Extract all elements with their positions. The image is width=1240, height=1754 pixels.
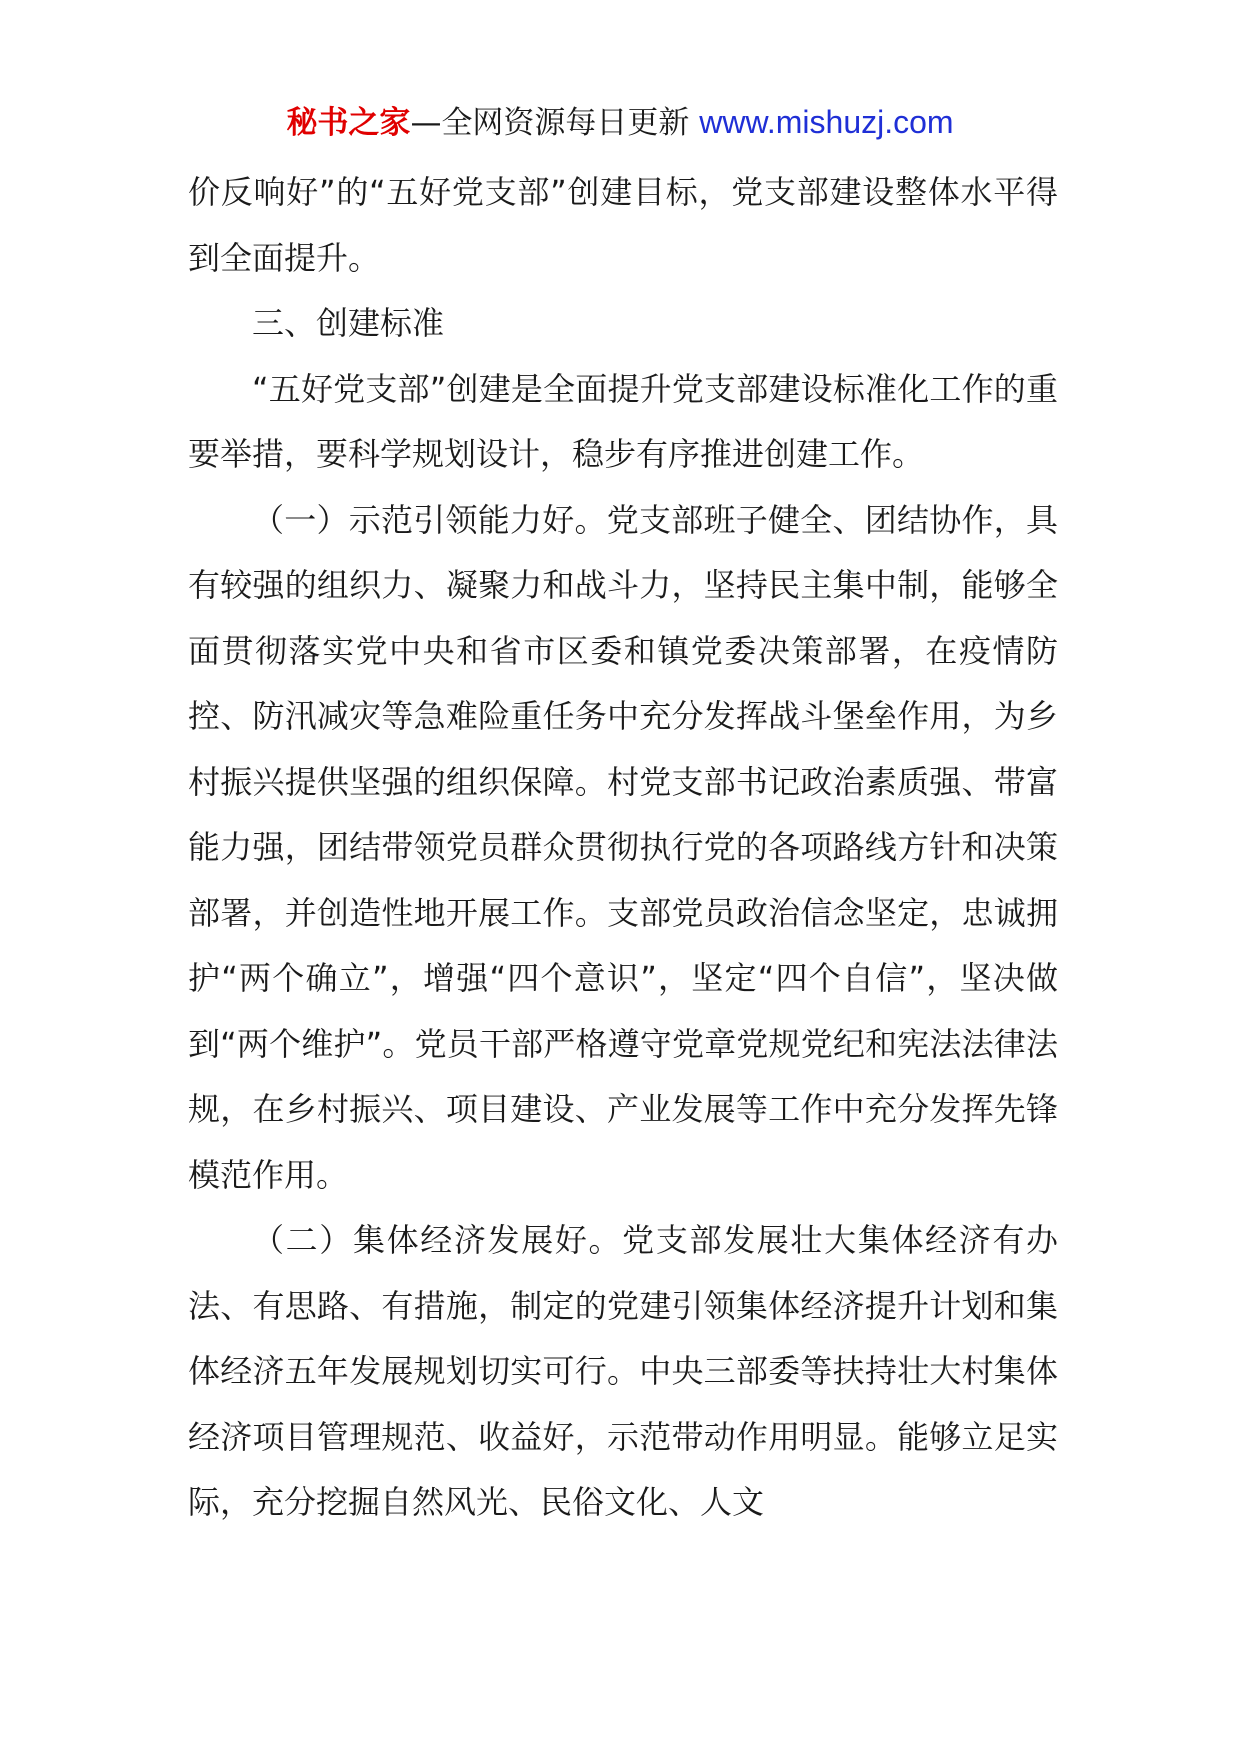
paragraph-intro: “五好党支部”创建是全面提升党支部建设标准化工作的重要举措，要科学规划设计，稳步有序推进创建工作。 xyxy=(188,369,1058,473)
website-link[interactable]: www.mishuzj.com xyxy=(699,104,954,140)
header-slogan: —全网资源每日更新 xyxy=(410,105,700,141)
paragraph-item-1: （一）示范引领能力好。党支部班子健全、团结协作，具有较强的组织力、凝聚力和战斗力，坚持民主集中制，能够全面贯彻落实党中央和省市区委和镇党委决策部署，在疫情防控、防汛减灾等急难险重任务中充分发挥战斗堡垒作用，为乡村振兴提供坚强的组织保障。村党支部书记政治素质强、带富能力强，团结带领党员群众贯彻执行党的各项路线方针和决策部署，并创造性地开展工作。支部党员政治信念坚定，忠诚拥护“两个确立”，增强“四个意识”，坚定“四个自信”，坚决做到“两个维护”。党员干部严格遵守党章党规党纪和宪法法律法规，在乡村振兴、项目建设、产业发展等工作中充分发挥先锋模范作用。 xyxy=(188,500,1058,1194)
paragraph-continuation: 价反响好”的“五好党支部”创建目标，党支部建设整体水平得到全面提升。 xyxy=(188,173,1058,277)
page-header xyxy=(0,100,1240,145)
brand-name: 秘书之家 xyxy=(286,105,411,141)
paragraph-item-2: （二）集体经济发展好。党支部发展壮大集体经济有办法、有思路、有措施，制定的党建引领集体经济提升计划和集体经济五年发展规划切实可行。中央三部委等扶持壮大村集体经济项目管理规范、收益好，示范带动作用明显。能够立足实际，充分挖掘自然风光、民俗文化、人文 xyxy=(188,1221,1058,1521)
document-body xyxy=(188,160,1058,1536)
section-heading: 三、创建标准 xyxy=(252,304,445,342)
